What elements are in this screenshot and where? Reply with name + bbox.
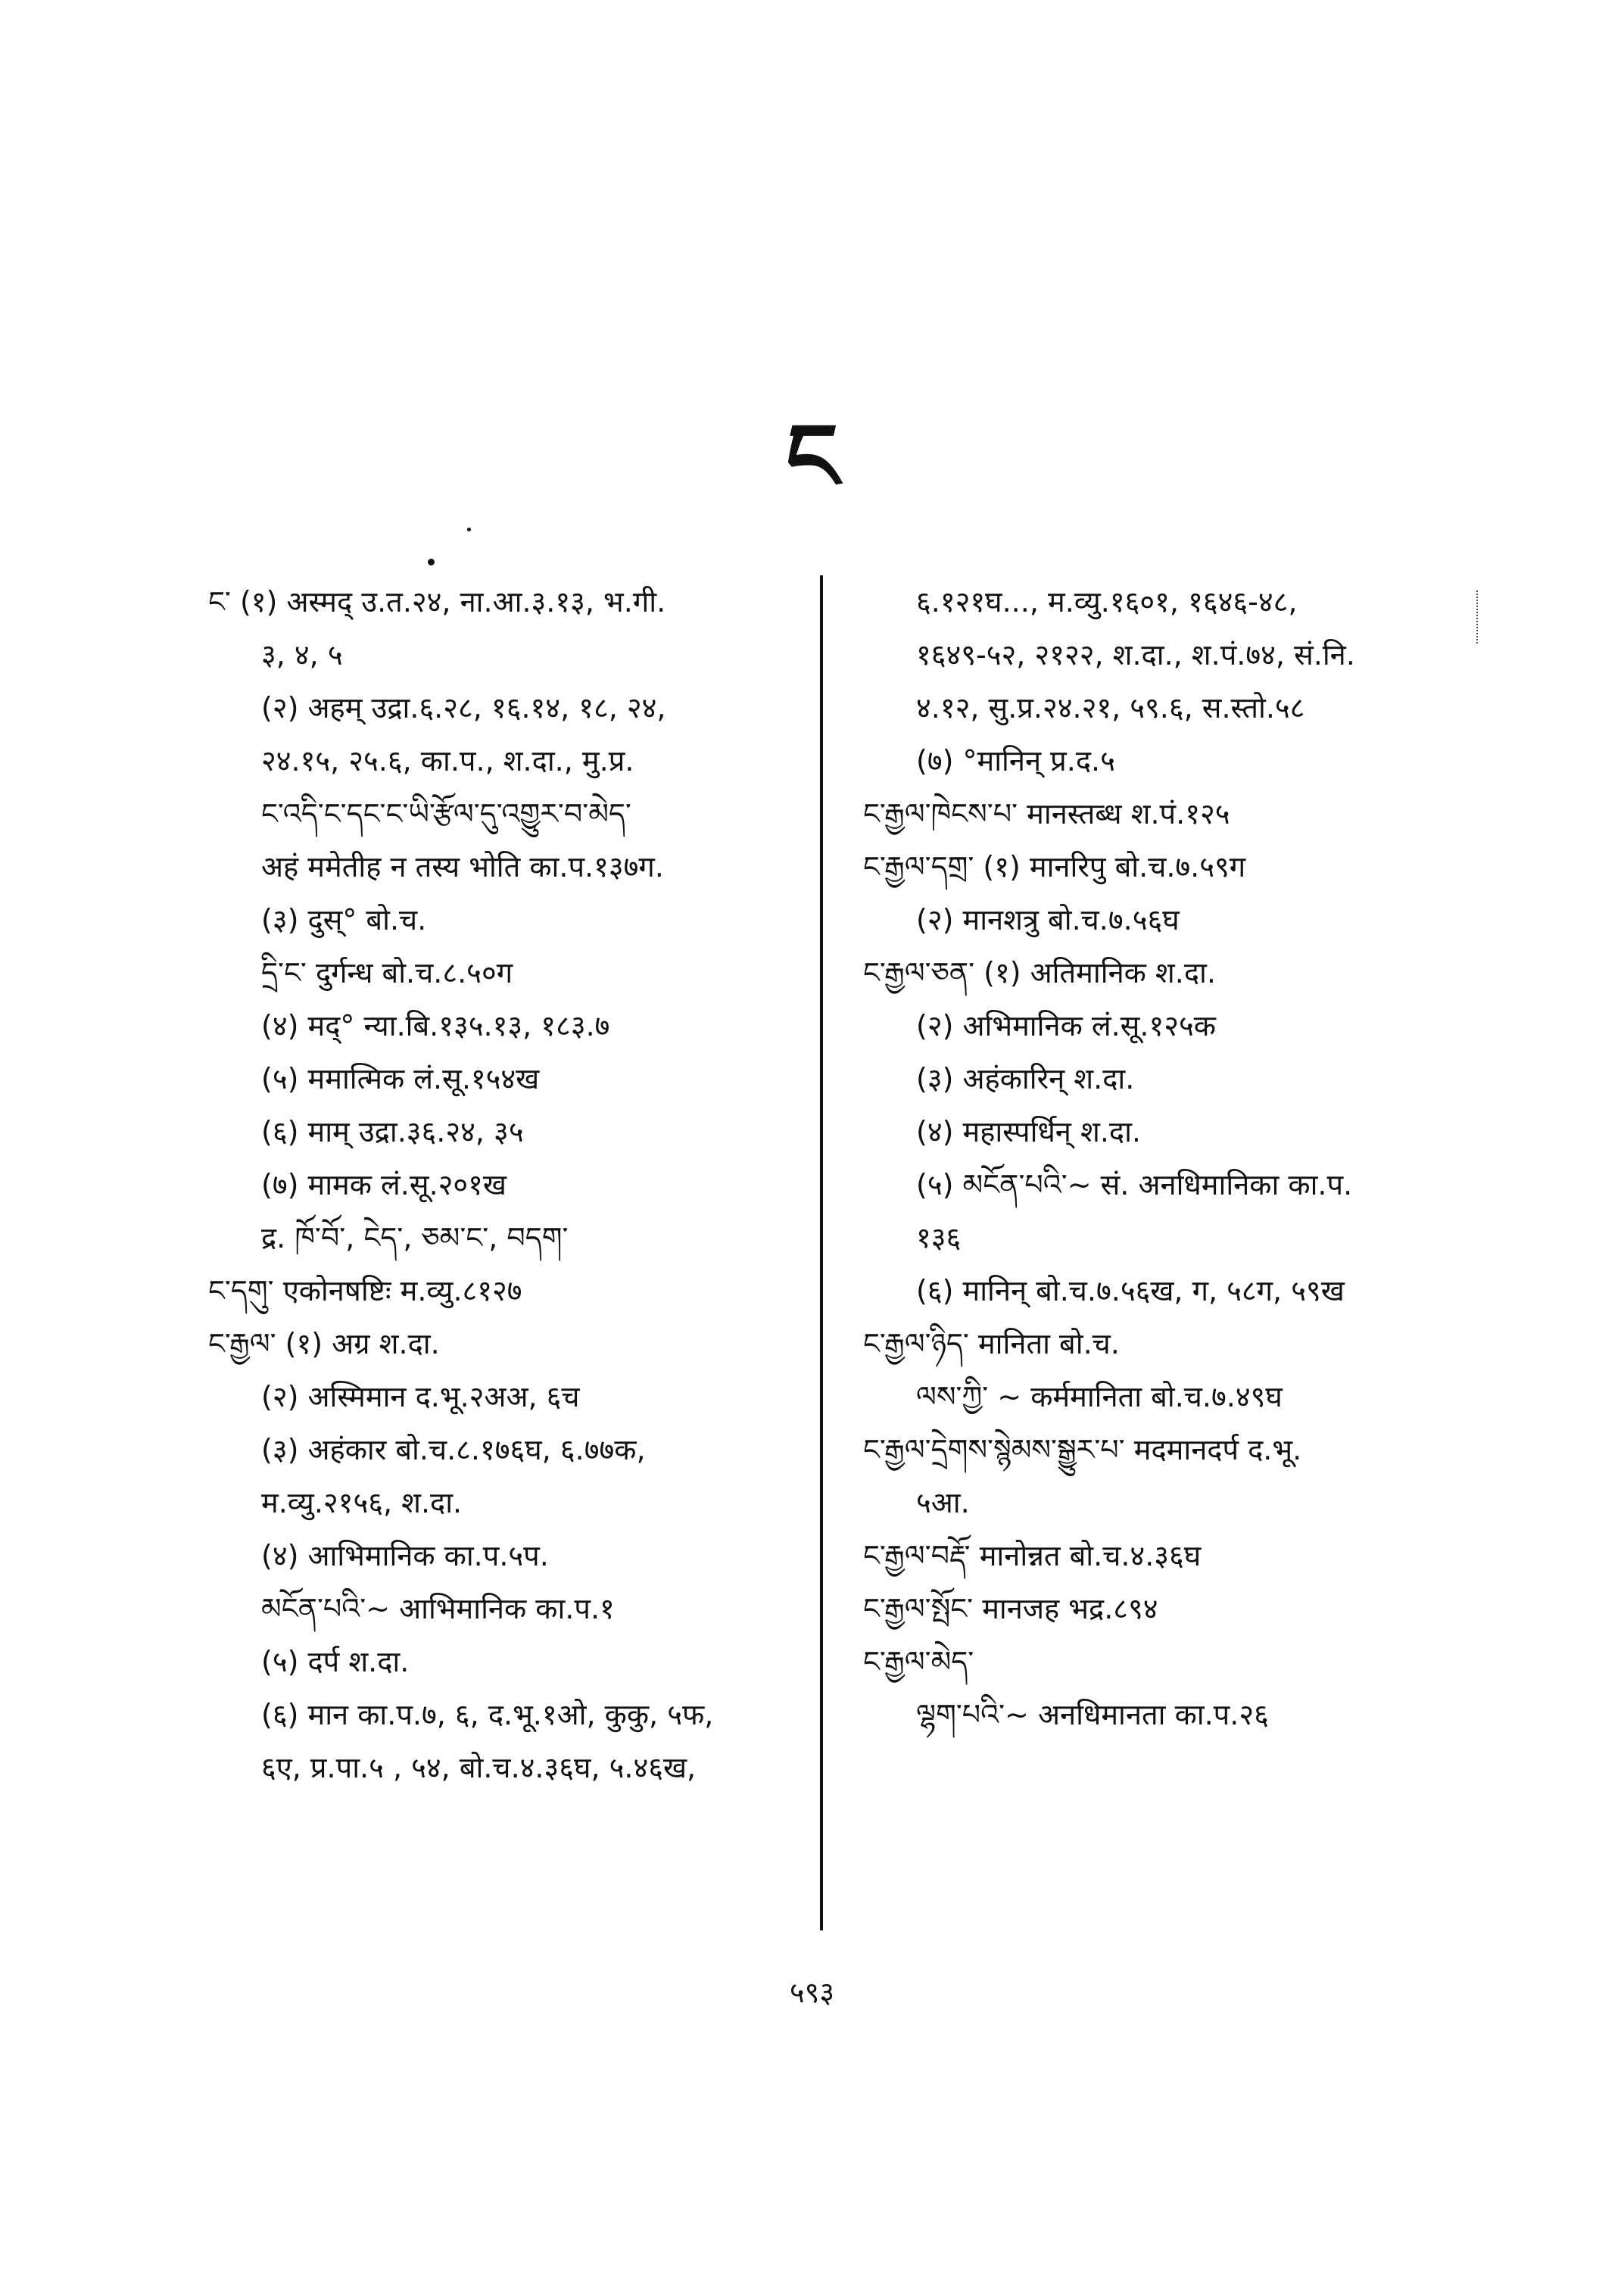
- dictionary-headword-line: ང་རྒྱལ་བརྡོ་ मानोन्नत बो.च.४.३६घ: [863, 1539, 1202, 1572]
- dictionary-sense-line: (५) མངོན་པའི་~ सं. अनधिमानिका का.प.: [916, 1168, 1353, 1201]
- dictionary-sense-line: (६) मानिन् बो.च.७.५६ख, ग, ५८ग, ५९ख: [916, 1274, 1345, 1307]
- left-column: [208, 575, 814, 1794]
- dictionary-sense-line: (२) मानशत्रु बो.च.७.५६घ: [916, 903, 1180, 936]
- dictionary-sense-line: ५आ.: [916, 1486, 970, 1519]
- dictionary-sense-line: མངོན་པའི་~ आभिमानिक का.प.१: [261, 1592, 615, 1625]
- dictionary-sense-line: (२) अभिमानिक लं.सू.१२५क: [916, 1009, 1216, 1042]
- dictionary-headword-line: ང་རྒྱལ་ཅན་ (१) अतिमानिक श.दा.: [863, 956, 1216, 989]
- dictionary-sense-line: १६४९-५२, २१२२, श.दा., श.पं.७४, सं.नि.: [916, 638, 1355, 671]
- dictionary-headword-line: ང་རྒྱལ་དྲེགས་སྙེམས་སྒྱུར་པ་ मदमानदर्प द.भू.: [863, 1433, 1302, 1466]
- page-number: ५९३: [789, 1976, 835, 2009]
- dictionary-sense-line: (४) महास्पर्धिन् श.दा.: [916, 1115, 1141, 1148]
- dictionary-sense-line: (५) दर्प श.दा.: [261, 1645, 410, 1678]
- dictionary-headword-line: ང་རྒྱལ་ (१) अग्र श.दा.: [208, 1327, 440, 1360]
- column-divider: [820, 575, 823, 1930]
- dictionary-headword-line: ང་དགུ་ एकोनषष्टिः म.व्यु.८१२७: [208, 1274, 522, 1307]
- stray-mark: [467, 528, 471, 531]
- section-heading-letter: ང: [785, 405, 839, 510]
- dictionary-sense-line: (४) मद्° न्या.बि.१३५.१३, १८३.७: [261, 1009, 610, 1042]
- dictionary-sense-line: (३) दुस्° बो.च.: [261, 903, 427, 936]
- dictionary-headword-line: ང་རྒྱལ་ཉིད་ मानिता बो.च.: [863, 1327, 1120, 1360]
- dictionary-sense-line: (४) आभिमानिक का.प.५प.: [261, 1539, 549, 1572]
- dictionary-sense-line: (५) ममात्मिक लं.सू.१५४ख: [261, 1062, 540, 1095]
- dictionary-sense-line: २४.१५, २५.६, का.प., श.दा., मु.प्र.: [261, 744, 634, 777]
- scan-artifact: [1476, 590, 1481, 643]
- dictionary-sense-line: (७) °मानिन् प्र.द.५: [916, 744, 1115, 777]
- dictionary-sense-line: अहं ममेतीह न तस्य भोति का.प.१३७ग.: [261, 850, 664, 883]
- dictionary-headword-line: ང་རྒྱལ་མེད་: [863, 1645, 974, 1678]
- dictionary-sense-line: ང་འདི་ང་དང་ང་ཡི་རྩོལ་དུ་འགྱུར་བ་མེད་: [261, 797, 631, 830]
- dictionary-sense-line: (३) अहंकार बो.च.८.१७६घ, ६.७७क,: [261, 1433, 646, 1466]
- dictionary-sense-line: ३, ४, ५: [261, 638, 343, 671]
- dictionary-sense-line: (६) मान का.प.७, ६, द.भू.१ओ, कुकु, ५फ,: [261, 1698, 714, 1731]
- dictionary-headword-line: ང་རྒྱལ་སྤོང་ मानजह भद्र.८९४: [863, 1592, 1158, 1625]
- dictionary-headword-line: ང་རྒྱལ་ཁེངས་པ་ मानस्तब्ध श.पं.१२५: [863, 797, 1230, 830]
- dictionary-sense-line: (२) अस्मिमान द.भू.२अअ, ६च: [261, 1380, 580, 1413]
- stray-mark: [428, 559, 435, 565]
- dictionary-sense-line: १३६: [916, 1221, 962, 1254]
- dictionary-headword-line: ང་ (१) अस्मद् उ.त.२४, ना.आ.३.१३, भ.गी.: [208, 585, 666, 618]
- dictionary-sense-line: དྲི་ང་ दुर्गन्ध बो.च.८.५०ग: [261, 956, 513, 989]
- dictionary-sense-line: ६ए, प्र.पा.५ , ५४, बो.च.४.३६घ, ५.४६ख,: [261, 1751, 697, 1784]
- dictionary-sense-line: ६.१२१घ..., म.व्यु.१६०१, १६४६-४८,: [916, 585, 1298, 618]
- right-column: [863, 575, 1469, 1741]
- dictionary-sense-line: म.व्यु.२१५६, श.दा.: [261, 1486, 463, 1519]
- dictionary-sense-line: द्र. ཁོ་བོ་, ངེད་, ཅམ་ང་, བདག་: [261, 1221, 569, 1254]
- dictionary-headword-line: ང་རྒྱལ་དགྲ་ (१) मानरिपु बो.च.७.५९ग: [863, 850, 1246, 883]
- dictionary-sense-line: ४.१२, सु.प्र.२४.२१, ५९.६, स.स्तो.५८: [916, 691, 1305, 724]
- dictionary-sense-line: ལས་ཀྱི་ ~ कर्ममानिता बो.च.७.४९घ: [916, 1380, 1283, 1413]
- dictionary-sense-line: ལྷག་པའི་~ अनधिमानता का.प.२६: [916, 1698, 1269, 1731]
- dictionary-sense-line: (३) अहंकारिन् श.दा.: [916, 1062, 1135, 1095]
- dictionary-sense-line: (६) माम् उद्रा.३६.२४, ३५: [261, 1115, 524, 1148]
- dictionary-sense-line: (२) अहम् उद्रा.६.२८, १६.१४, १८, २४,: [261, 691, 666, 724]
- dictionary-sense-line: (७) मामक लं.सू.२०१ख: [261, 1168, 507, 1201]
